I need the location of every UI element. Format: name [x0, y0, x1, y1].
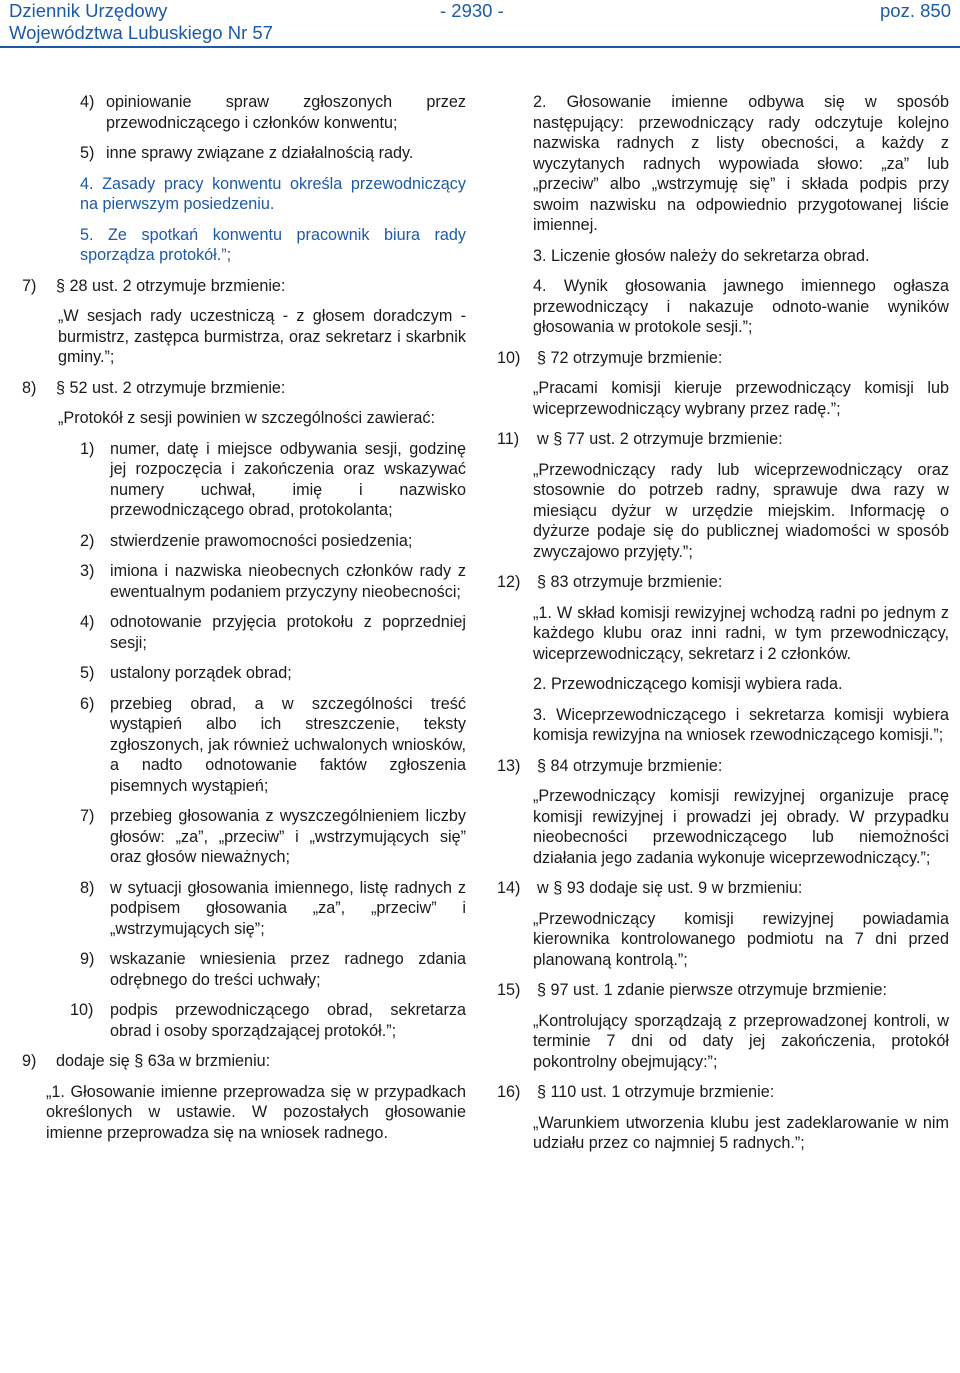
amendment-heading	[497, 980, 949, 1001]
paragraph: 4. Zasady pracy konwentu określa przewodniczący na pierwszym posiedzeniu.	[80, 174, 466, 213]
item-number: 4)	[80, 93, 95, 111]
item-number: 5)	[80, 664, 95, 682]
amendment-heading	[497, 878, 949, 899]
amendment-quote: „1. W skład komisji rewizyjnej wchodzą radni po jednym z każdego klubu oraz inni radni, w tym przewodniczący, wiceprzewodniczący, sekretarz i 2 członków.	[533, 603, 949, 663]
amendment-number: 12)	[497, 573, 521, 591]
amendment-number: 13)	[497, 756, 521, 775]
paragraph: 4. Wynik głosowania jawnego imiennego ogłasza przewodniczący i nakazuje odnoto-wanie wyników głosowania w protokole sesji.”;	[533, 277, 949, 336]
item-number: 1)	[80, 439, 95, 458]
right-column	[497, 92, 949, 1164]
item-text: inne sprawy związane z działalnością rady.	[106, 144, 414, 162]
amendment-quote: „Warunkiem utworzenia klubu jest zadeklarowanie w nim udziału przez co najmniej 5 radnych.”;	[533, 1113, 949, 1152]
item-text: ustalony porządek obrad;	[110, 664, 292, 682]
amendment-heading	[22, 378, 466, 399]
paragraph: 5. Ze spotkań konwentu pracownik biura rady sporządza protokół.”;	[80, 225, 466, 264]
item-number: 6)	[80, 694, 95, 713]
list-item	[22, 694, 466, 797]
list-item	[22, 1000, 466, 1041]
journal-title: Dziennik Urzędowy	[9, 0, 168, 21]
amendment-number: 16)	[497, 1083, 521, 1101]
list-item	[22, 663, 466, 684]
amendment-number: 15)	[497, 981, 521, 999]
amendment-number: 9)	[22, 1052, 37, 1070]
amendment-quote: „Pracami komisji kieruje przewodniczący komisji lub wiceprzewodniczący wybrany przez radę.”;	[533, 379, 949, 418]
item-number: 9)	[80, 950, 95, 968]
item-number: 3)	[80, 562, 95, 580]
amendment-heading	[497, 1082, 949, 1103]
amendment-heading	[497, 348, 949, 369]
amendment-quote: „Przewodniczący rady lub wiceprzewodniczący oraz stosownie do potrzeb radny, sprawuje dwa razy w miesiącu dyżur w urzędzie miejskim. Informację o dyżurze podaje się do publicznej wiadomości w sposób zwyczajowo przyjęty.”;	[533, 460, 949, 561]
item-text: przebieg obrad, a w szczególności treść wystąpień albo ich streszczenie, teksty zgłoszonych, jak również uchwalonych wniosków, a nadto odnotowanie faktów zgłoszenia pisemnych wystąpień;	[110, 694, 466, 795]
header-divider	[0, 46, 960, 48]
amendment-number: 8)	[22, 378, 37, 397]
amendment-text: § 97 ust. 1 zdanie pierwsze otrzymuje brzmienie:	[537, 981, 887, 999]
amendment-number: 7)	[22, 276, 37, 295]
amendment-text: w § 93 dodaje się ust. 9 w brzmieniu:	[537, 879, 803, 897]
amendment-text: § 72 otrzymuje brzmienie:	[537, 348, 723, 367]
left-column	[22, 92, 466, 1153]
amendment-heading	[497, 429, 949, 450]
item-number: 7)	[80, 807, 95, 825]
list-item	[22, 439, 466, 521]
amendment-text: § 110 ust. 1 otrzymuje brzmienie:	[537, 1083, 775, 1101]
amendment-text: w § 77 ust. 2 otrzymuje brzmienie:	[537, 430, 783, 448]
list-item	[22, 806, 466, 868]
item-text: odnotowanie przyjęcia protokołu z poprzedniej sesji;	[110, 613, 466, 652]
list-item	[22, 561, 466, 602]
amendment-quote: „Przewodniczący komisji rewizyjnej powiadamia kierownika kontrolowanego podmiotu na 7 dni przed planowaną kontrolą.”;	[533, 909, 949, 969]
item-text: w sytuacji głosowania imiennego, listę radnych z podpisem głosowania „za”, „przeciw” i „wstrzymujących się”;	[110, 878, 466, 938]
item-text: opiniowanie spraw zgłoszonych przez przewodniczącego i członków konwentu;	[106, 93, 466, 132]
list-item	[22, 143, 466, 164]
item-text: imiona i nazwiska nieobecnych członków rady z ewentualnym podaniem przyczyny nieobecności;	[110, 562, 466, 601]
page-number: - 2930 -	[440, 0, 504, 21]
amendment-heading	[22, 276, 466, 297]
paragraph: 3. Liczenie głosów należy do sekretarza obrad.	[533, 246, 870, 265]
amendment-heading	[497, 756, 949, 777]
amendment-quote: „Kontrolujący sporządzają z przeprowadzonej kontroli, w terminie 7 dni od daty jej zakończenia, protokół pokontrolny obejmujący:”;	[533, 1011, 949, 1071]
item-number: 5)	[80, 144, 95, 162]
list-item	[22, 92, 466, 133]
list-item	[22, 949, 466, 990]
amendment-text: § 84 otrzymuje brzmienie:	[537, 756, 723, 775]
list-item	[22, 612, 466, 653]
item-number: 10)	[70, 1001, 94, 1019]
item-text: wskazanie wniesienia przez radnego zdania odrębnego do treści uchwały;	[110, 950, 466, 989]
item-number: 2)	[80, 531, 95, 550]
amendment-number: 10)	[497, 348, 521, 367]
page-header	[0, 0, 960, 48]
item-text: podpis przewodniczącego obrad, sekretarza obrad i osoby sporządzającej protokół.”;	[110, 1001, 466, 1040]
amendment-quote: „W sesjach rady uczestniczą - z głosem doradczym - burmistrz, zastępca burmistrza, oraz sekretarz i skarbnik gminy.”;	[58, 307, 466, 366]
item-number: 4)	[80, 613, 95, 631]
amendment-number: 11)	[497, 430, 520, 448]
position-number: poz. 850	[880, 0, 951, 21]
amendment-quote: 2. Przewodniczącego komisji wybiera rada.	[533, 675, 843, 693]
paragraph: 2. Głosowanie imienne odbywa się w sposób następujący: przewodniczący rady odczytuje kolejno nazwiska radnych z listy obecności, a każdy z wyczytanych radnych wypowiada słowo: „za” lub „przeciw” albo „wstrzymuję się” i składa podpis przy swoim nazwisku na odpowiednio przygotowanej liście imiennej.	[533, 93, 949, 234]
amendment-text: § 28 ust. 2 otrzymuje brzmienie:	[56, 276, 286, 295]
amendment-quote: „Przewodniczący komisji rewizyjnej organizuje pracę komisji rewizyjnej i prowadzi jej obrady. W przypadku nieobecności przewodniczącego lub niemożności działania jego zadania wykonuje wiceprzewodniczący.”;	[533, 787, 949, 867]
amendment-quote: 3. Wiceprzewodniczącego i sekretarza komisji wybiera komisja rewizyjna na wniosek rzewodniczącego komisji.”;	[533, 705, 949, 744]
amendment-text: § 83 otrzymuje brzmienie:	[537, 573, 723, 591]
list-item	[22, 878, 466, 940]
amendment-text: § 52 ust. 2 otrzymuje brzmienie:	[56, 378, 286, 397]
amendment-quote: „1. Głosowanie imienne przeprowadza się w przypadkach określonych w ustawie. W pozostałych głosowanie imienne przeprowadza się na wniosek radnego.	[46, 1082, 466, 1142]
amendment-quote: „Protokół z sesji powinien w szczególności zawierać:	[58, 409, 435, 427]
amendment-heading	[497, 572, 949, 593]
item-number: 8)	[80, 878, 95, 897]
amendment-heading	[22, 1051, 466, 1072]
amendment-text: dodaje się § 63a w brzmieniu:	[56, 1052, 271, 1070]
journal-subtitle: Województwa Lubuskiego Nr 57	[9, 22, 273, 43]
list-item	[22, 531, 466, 552]
item-text: przebieg głosowania z wyszczególnieniem liczby głosów: „za”, „przeciw” i „wstrzymujących się” oraz głosów nieważnych;	[110, 807, 466, 866]
item-text: numer, datę i miejsce odbywania sesji, godzinę jej rozpoczęcia i zakończenia oraz wskazywać numery uchwał, imię i nazwisko przewodniczącego obrad, protokolanta;	[110, 439, 466, 519]
amendment-number: 14)	[497, 879, 521, 897]
item-text: stwierdzenie prawomocności posiedzenia;	[110, 531, 413, 550]
